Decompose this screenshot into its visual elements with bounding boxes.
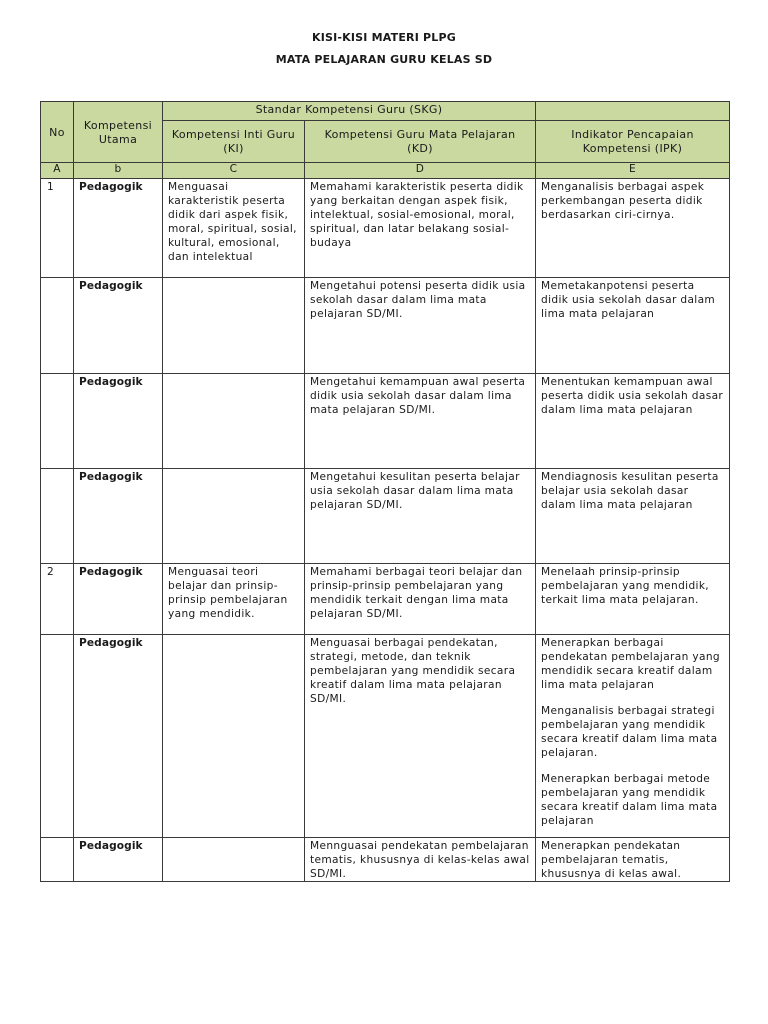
row-number (41, 469, 74, 564)
kompetensi-utama-cell: Pedagogik (74, 564, 163, 635)
kompetensi-utama-cell: Pedagogik (74, 374, 163, 469)
header-kompetensi-utama: Kompetensi Utama (74, 102, 163, 163)
kompetensi-utama-cell: Pedagogik (74, 635, 163, 838)
column-letter: D (305, 163, 536, 179)
ipk-indicator: Memetakanpotensi peserta didik usia sekolah dasar dalam lima mata pelajaran (541, 280, 716, 320)
ipk-indicator: Mendiagnosis kesulitan peserta belajar usia sekolah dasar dalam lima mata pelajaran (541, 471, 719, 511)
kd-cell: Mengetahui kemampuan awal peserta didik usia sekolah dasar dalam lima mata pelajaran SD/MI. (305, 374, 536, 469)
row-number (41, 838, 74, 882)
ki-cell (163, 838, 305, 882)
kd-cell: Mengetahui kesulitan peserta belajar usia sekolah dasar dalam lima mata pelajaran SD/MI. (305, 469, 536, 564)
row-number (41, 374, 74, 469)
column-letter: b (74, 163, 163, 179)
document-subtitle: MATA PELAJARAN GURU KELAS SD (275, 53, 493, 66)
row-number: 2 (41, 564, 74, 635)
table-row (41, 469, 730, 564)
ipk-cell (536, 838, 730, 882)
ipk-indicator: Menelaah prinsip-prinsip pembelajaran yang mendidik, terkait lima mata pelajaran. (541, 566, 710, 606)
header-skg: Standar Kompetensi Guru (SKG) (163, 102, 536, 121)
kd-cell: Menguasai berbagai pendekatan, strategi, metode, dan teknik pembelajaran yang mendidik secara kreatif dalam lima mata pelajaran SD/MI. (305, 635, 536, 838)
ipk-indicator: Menganalisis berbagai strategi pembelajaran yang mendidik secara kreatif dalam lima mata pelajaran. (541, 705, 718, 759)
table-row (41, 564, 730, 635)
column-letter: E (536, 163, 730, 179)
ki-cell (163, 278, 305, 374)
ki-cell: Menguasai karakteristik peserta didik dari aspek fisik, moral, spiritual, sosial, kultural, emosional, dan intelektual (163, 179, 305, 278)
header-kd: Kompetensi Guru Mata Pelajaran (KD) (305, 121, 536, 163)
table-row (41, 635, 730, 838)
table-row (41, 179, 730, 278)
document-title: KISI-KISI MATERI PLPG (311, 31, 457, 44)
ipk-cell (536, 469, 730, 564)
kd-cell: Mengetahui potensi peserta didik usia sekolah dasar dalam lima mata pelajaran SD/MI. (305, 278, 536, 374)
ki-cell: Menguasai teori belajar dan prinsip-prinsip pembelajaran yang mendidik. (163, 564, 305, 635)
header-empty (536, 102, 730, 121)
kd-cell: Mennguasai pendekatan pembelajaran tematis, khususnya di kelas-kelas awal SD/MI. (305, 838, 536, 882)
ki-cell (163, 374, 305, 469)
table-row (41, 374, 730, 469)
kompetensi-utama-cell: Pedagogik (74, 469, 163, 564)
column-letter: C (163, 163, 305, 179)
table-row (41, 278, 730, 374)
ki-cell (163, 469, 305, 564)
kd-cell: Memahami karakteristik peserta didik yang berkaitan dengan aspek fisik, intelektual, sosial-emosional, moral, spiritual, dan latar belakang sosial-budaya (305, 179, 536, 278)
ipk-cell (536, 635, 730, 838)
header-ipk: Indikator Pencapaian Kompetensi (IPK) (536, 121, 730, 163)
ipk-indicator: Menganalisis berbagai aspek perkembangan peserta didik berdasarkan ciri-cirnya. (541, 181, 705, 221)
ipk-cell (536, 374, 730, 469)
kompetensi-utama-cell: Pedagogik (74, 278, 163, 374)
kompetensi-utama-cell: Pedagogik (74, 179, 163, 278)
table-row (41, 838, 730, 882)
row-number (41, 278, 74, 374)
kisi-kisi-table (40, 101, 730, 882)
ipk-indicator: Menerapkan pendekatan pembelajaran tematis, khususnya di kelas awal. (541, 840, 682, 880)
row-number: 1 (41, 179, 74, 278)
kd-cell: Memahami berbagai teori belajar dan prinsip-prinsip pembelajaran yang mendidik terkait dengan lima mata pelajaran SD/MI. (305, 564, 536, 635)
column-letter: A (41, 163, 74, 179)
ki-cell (163, 635, 305, 838)
kompetensi-utama-cell: Pedagogik (74, 838, 163, 882)
ipk-cell (536, 564, 730, 635)
ipk-indicator: Menerapkan berbagai metode pembelajaran yang mendidik secara kreatif dalam lima mata pelajaran (541, 773, 718, 827)
row-number (41, 635, 74, 838)
header-no: No (41, 102, 74, 163)
ipk-indicator: Menerapkan berbagai pendekatan pembelajaran yang mendidik secara kreatif dalam lima mata pelajaran (541, 637, 720, 691)
ipk-cell (536, 278, 730, 374)
ipk-cell (536, 179, 730, 278)
header-ki: Kompetensi Inti Guru (KI) (163, 121, 305, 163)
ipk-indicator: Menentukan kemampuan awal peserta didik usia sekolah dasar dalam lima mata pelajaran (541, 376, 724, 416)
